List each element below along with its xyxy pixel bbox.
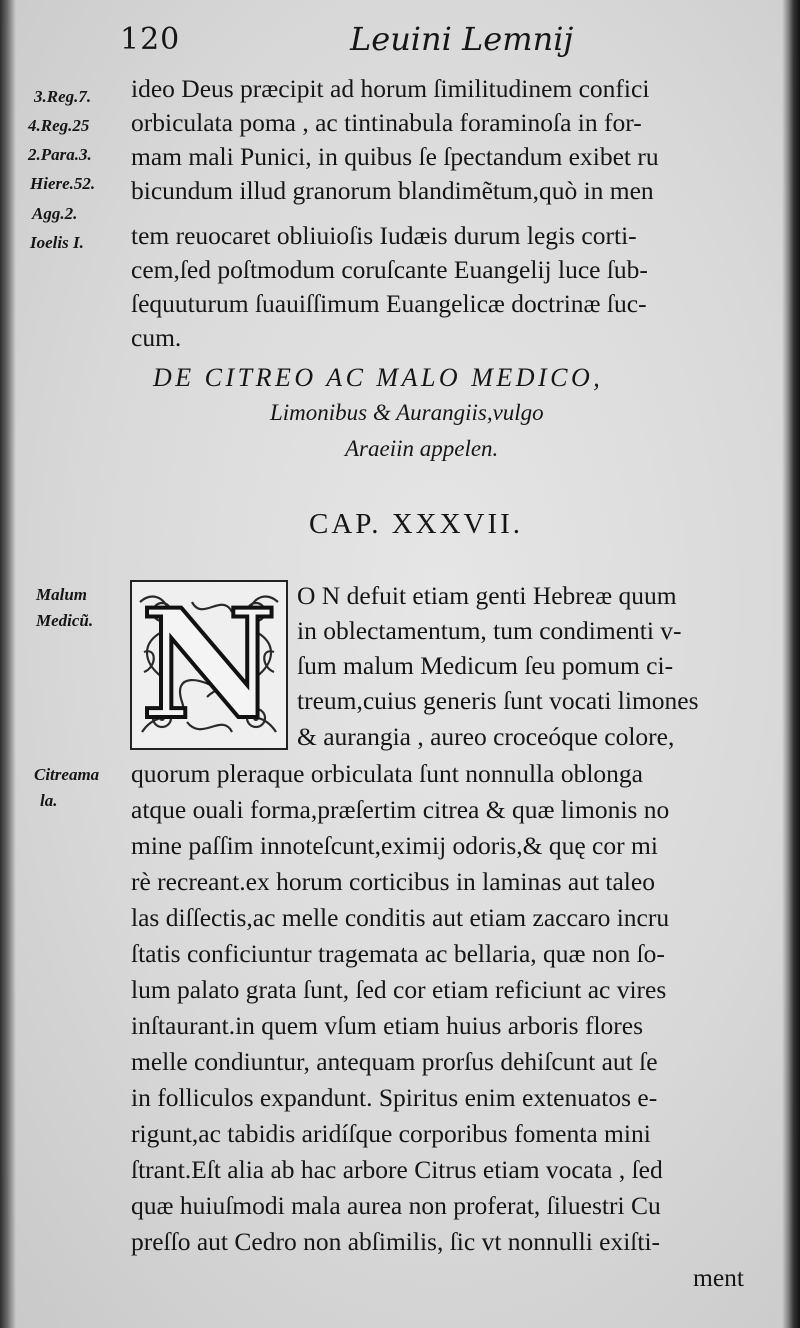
text-line: cum. — [131, 323, 182, 352]
margin-note: Hiere.52. — [30, 174, 96, 193]
margin-note: 2.Para.3. — [28, 145, 92, 164]
section-subheading: Araeiin appelen. — [345, 436, 499, 461]
decorated-initial — [130, 580, 288, 750]
margin-note: Citreama — [34, 765, 100, 784]
text-line: ſequuturum ſuauiſſimum Euangelicæ doctrinæ ſuc- — [131, 289, 647, 318]
text-line: melle condiuntur, antequam prorſus dehiſcunt aut ſe — [131, 1047, 658, 1076]
text-line: bicundum illud granorum blandimẽtum,quò in men — [131, 176, 654, 205]
text-line: rè recreant.ex horum corticibus in laminas aut taleo — [131, 867, 655, 896]
text-line: in folliculos expandunt. Spiritus enim extenuatos e- — [131, 1083, 658, 1112]
text-line: mine paſſim innoteſcunt,eximij odoris,& quę cor mi — [131, 831, 658, 860]
chapter-title: CAP. XXXVII. — [309, 508, 524, 540]
margin-note: Malum — [36, 585, 88, 604]
margin-note: 4.Reg.25 — [28, 116, 90, 135]
text-line: quorum pleraque orbiculata ſunt nonnulla oblonga — [131, 759, 643, 788]
text-line: tem reuocaret obliuioſis Iudæis durum legis corti- — [131, 221, 637, 250]
text-line: O N defuit etiam genti Hebreæ quum — [297, 581, 677, 610]
margin-note: la. — [40, 791, 58, 810]
page-number: 120 — [120, 22, 181, 57]
section-heading: DE CITREO AC MALO MEDICO, — [153, 363, 604, 392]
text-line: ſtrant.Eſt alia ab hac arbore Citrus etiam vocata , ſed — [131, 1155, 663, 1184]
text-line: & aurangia , aureo croceóque colore, — [297, 722, 675, 751]
text-line: inſtaurant.in quem vſum etiam huius arboris flores — [131, 1011, 644, 1040]
text-line: ideo Deus præcipit ad horum ſimilitudinem confici — [131, 74, 650, 103]
running-head: Leuini Lemnij — [350, 20, 574, 58]
text-line: mam mali Punici, in quibus ſe ſpectandum exibet ru — [131, 142, 659, 171]
section-subheading: Limonibus & Aurangiis,vulgo — [270, 400, 544, 425]
drop-cap-letter: N — [140, 580, 278, 750]
page-edge — [782, 0, 800, 1328]
catchword: ment — [693, 1263, 744, 1292]
margin-note: Ioelis I. — [30, 233, 84, 252]
text-line: lum palato grata ſunt, ſed cor etiam reficiunt ac vires — [131, 975, 667, 1004]
text-line: orbiculata poma , ac tintinabula foraminoſa in for- — [131, 108, 642, 137]
text-line: las diſſectis,ac melle conditis aut etiam zaccaro incru — [131, 903, 670, 932]
margin-note: Medicũ. — [36, 611, 94, 630]
text-line: ſum malum Medicum ſeu pomum ci- — [297, 651, 674, 680]
text-line: atque ouali forma,præſertim citrea & quæ limonis no — [131, 795, 670, 824]
text-line: preſſo aut Cedro non abſimilis, ſic vt nonnulli exiſti- — [131, 1227, 661, 1256]
text-line: quæ huiuſmodi mala aurea non proferat, ſiluestri Cu — [131, 1191, 661, 1220]
text-line: treum,cuius generis ſunt vocati limones — [297, 686, 699, 715]
text-line: ſtatis conficiuntur tragemata ac bellaria, quæ non ſo- — [131, 939, 665, 968]
text-line: rigunt,ac tabidis aridíſque corporibus fomenta mini — [131, 1119, 651, 1148]
text-line: in oblectamentum, tum condimenti v- — [297, 616, 682, 645]
margin-note: Agg.2. — [32, 204, 78, 223]
text-line: cem,ſed poſtmodum coruſcante Euangelij luce ſub- — [131, 255, 648, 284]
margin-note: 3.Reg.7. — [34, 87, 92, 106]
binding-shadow — [0, 0, 16, 1328]
